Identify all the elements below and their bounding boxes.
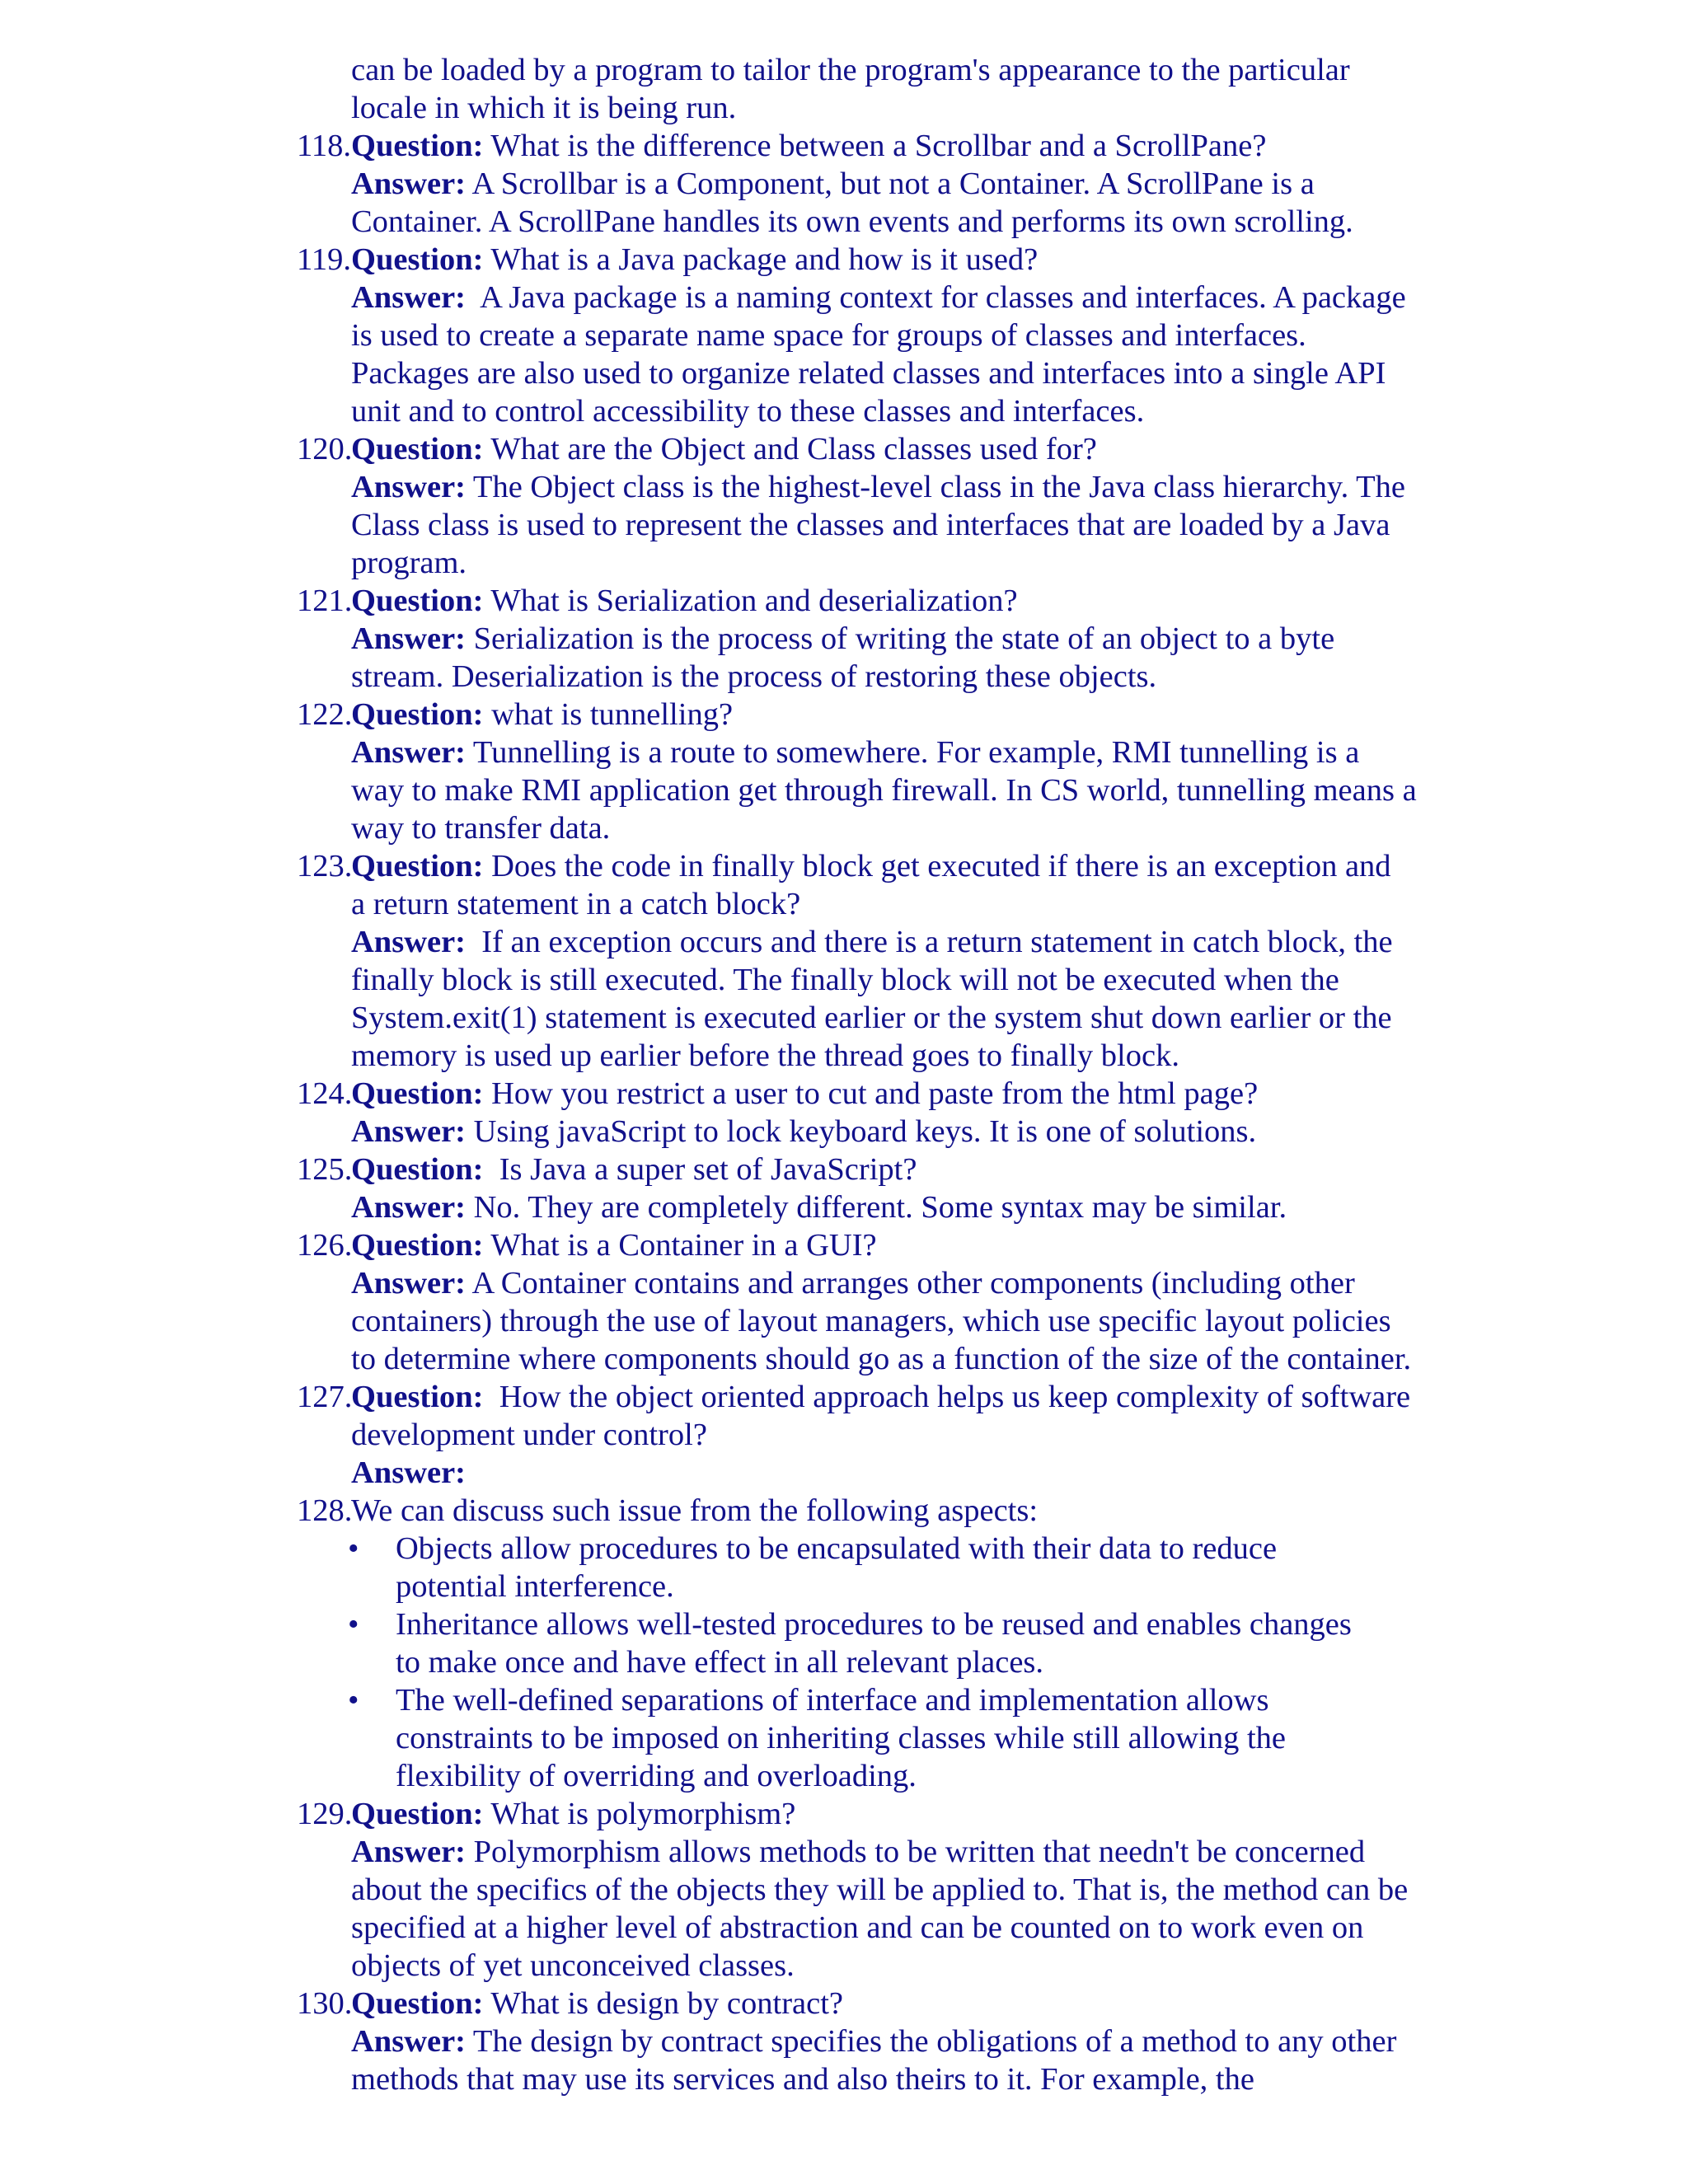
answer-label: Answer:	[351, 621, 466, 656]
item-number: 128.	[297, 1493, 353, 1528]
question-label: Question:	[351, 242, 484, 277]
qa-item-129	[297, 1795, 1459, 1985]
answer-text: way to make RMI application get through firewall. In CS world, tunnelling means a	[351, 773, 1417, 808]
item-number: 127.	[297, 1380, 353, 1414]
answer-line	[351, 1113, 1459, 1151]
answer-text: to determine where components should go as a function of the size of the container.	[351, 1342, 1412, 1376]
bullet-text: The well-defined separations of interface and implementation allows	[396, 1683, 1269, 1718]
bullet-item	[348, 1681, 1459, 1795]
question-text: How you restrict a user to cut and paste from the html page?	[483, 1076, 1259, 1111]
answer-line	[351, 1833, 1459, 1871]
question-text: what is tunnelling?	[483, 697, 734, 732]
list-intro-text: We can discuss such issue from the following aspects:	[351, 1493, 1039, 1528]
bullet-item	[348, 1530, 1459, 1605]
item-number: 125.	[297, 1152, 353, 1187]
answer-text: containers) through the use of layout managers, which use specific layout policies	[351, 1304, 1391, 1338]
answer-text: memory is used up earlier before the thread goes to finally block.	[351, 1038, 1179, 1073]
answer-text: Packages are also used to organize related classes and interfaces into a single API	[351, 356, 1386, 391]
answer-label: Answer:	[351, 1266, 466, 1301]
qa-content	[297, 51, 1459, 2098]
qa-item-121	[297, 582, 1459, 696]
answer-line	[351, 468, 1459, 506]
qa-item-130	[297, 1985, 1459, 2098]
item-number: 123.	[297, 849, 353, 883]
bullet-icon: •	[348, 1683, 359, 1718]
bullet-text: potential interference.	[396, 1569, 674, 1604]
bullet-icon: •	[348, 1531, 359, 1566]
question-line	[351, 1075, 1459, 1113]
answer-text: A Java package is a naming context for classes and interfaces. A package	[466, 280, 1406, 315]
answer-label: Answer:	[351, 166, 466, 201]
answer-line	[351, 1188, 1459, 1226]
answer-label: Answer:	[351, 735, 466, 770]
question-text: Is Java a super set of JavaScript?	[483, 1152, 917, 1187]
answer-text: unit and to control accessibility to these classes and interfaces.	[351, 394, 1145, 429]
answer-text: The design by contract specifies the obligations of a method to any other	[466, 2024, 1397, 2059]
answer-line	[351, 2022, 1459, 2060]
question-label: Question:	[351, 1986, 484, 2021]
bullet-text: to make once and have effect in all relevant places.	[396, 1645, 1044, 1680]
answer-text: stream. Deserialization is the process of restoring these objects.	[351, 659, 1157, 694]
answer-text: If an exception occurs and there is a return statement in catch block, the	[466, 925, 1393, 959]
question-label: Question:	[351, 583, 484, 618]
bullet-text: Objects allow procedures to be encapsulated with their data to reduce	[396, 1531, 1278, 1566]
answer-line	[351, 165, 1459, 203]
qa-item-119	[297, 241, 1459, 430]
question-line	[351, 1378, 1459, 1416]
question-label: Question:	[351, 432, 484, 466]
answer-text: Container. A ScrollPane handles its own events and performs its own scrolling.	[351, 204, 1353, 239]
question-line	[351, 1151, 1459, 1188]
item-number: 130.	[297, 1986, 353, 2021]
answer-text: program.	[351, 546, 467, 580]
answer-line	[351, 1264, 1459, 1302]
item-number: 122.	[297, 697, 353, 732]
qa-item-123	[297, 847, 1459, 1075]
question-text: What is Serialization and deserialization?	[483, 583, 1018, 618]
answer-label: Answer:	[351, 280, 466, 315]
item-number: 126.	[297, 1228, 353, 1263]
answer-label: Answer:	[351, 470, 466, 504]
qa-item-124	[297, 1075, 1459, 1151]
item-number: 121.	[297, 583, 353, 618]
qa-item-127	[297, 1378, 1459, 1492]
item-number: 118.	[297, 129, 351, 163]
question-label: Question:	[351, 697, 484, 732]
question-text: What are the Object and Class classes used for?	[483, 432, 1097, 466]
question-text: Does the code in finally block get executed if there is an exception and	[483, 849, 1391, 883]
question-label: Question:	[351, 1797, 484, 1831]
question-line	[351, 696, 1459, 733]
bullet-icon: •	[348, 1607, 359, 1642]
bullet-item	[348, 1605, 1459, 1681]
question-label: Question:	[351, 1228, 484, 1263]
answer-text: objects of yet unconceived classes.	[351, 1948, 795, 1983]
question-line	[351, 847, 1459, 885]
answer-text: about the specifics of the objects they will be applied to. That is, the method can be	[351, 1872, 1409, 1907]
question-text: development under control?	[351, 1418, 707, 1452]
item-number: 120.	[297, 432, 353, 466]
answer-label: Answer:	[351, 1190, 466, 1225]
answer-line	[351, 923, 1459, 961]
qa-item-126	[297, 1226, 1459, 1378]
question-line	[351, 241, 1459, 279]
item-number: 119.	[297, 242, 351, 277]
answer-text: Using javaScript to lock keyboard keys. It is one of solutions.	[466, 1114, 1257, 1149]
intro-line: can be loaded by a program to tailor the program's appearance to the particular	[351, 53, 1350, 87]
answer-label: Answer:	[351, 925, 466, 959]
answer-label: Answer:	[351, 1835, 466, 1869]
answer-text: A Scrollbar is a Component, but not a Container. A ScrollPane is a	[466, 166, 1315, 201]
question-label: Question:	[351, 1152, 484, 1187]
item-number: 124.	[297, 1076, 353, 1111]
question-label: Question:	[351, 1076, 484, 1111]
question-label: Question:	[351, 849, 484, 883]
qa-item-125	[297, 1151, 1459, 1226]
item-number: 129.	[297, 1797, 353, 1831]
qa-item-120	[297, 430, 1459, 582]
answer-text: way to transfer data.	[351, 811, 611, 846]
answer-text: is used to create a separate name space for groups of classes and interfaces.	[351, 318, 1306, 353]
answer-text: Polymorphism allows methods to be written that needn't be concerned	[466, 1835, 1366, 1869]
question-line	[351, 582, 1459, 620]
question-text: What is polymorphism?	[483, 1797, 796, 1831]
question-text: What is a Container in a GUI?	[483, 1228, 877, 1263]
qa-item-118	[297, 127, 1459, 241]
question-text: a return statement in a catch block?	[351, 887, 801, 921]
question-line	[351, 127, 1459, 165]
answer-label: Answer:	[351, 1455, 466, 1490]
bullet-text: flexibility of overriding and overloading.	[396, 1759, 917, 1793]
qa-item-122	[297, 696, 1459, 847]
answer-text: The Object class is the highest-level class in the Java class hierarchy. The	[466, 470, 1406, 504]
answer-label: Answer:	[351, 1114, 466, 1149]
answer-text: A Container contains and arranges other components (including other	[466, 1266, 1355, 1301]
answer-label: Answer:	[351, 2024, 466, 2059]
answer-text: methods that may use its services and also theirs to it. For example, the	[351, 2062, 1254, 2097]
answer-text: finally block is still executed. The finally block will not be executed when the	[351, 963, 1339, 997]
bullet-text: Inheritance allows well-tested procedures to be reused and enables changes	[396, 1607, 1352, 1642]
bullet-text: constraints to be imposed on inheriting classes while still allowing the	[396, 1721, 1286, 1755]
question-text: What is design by contract?	[483, 1986, 844, 2021]
answer-line	[351, 620, 1459, 658]
answer-text: specified at a higher level of abstraction and can be counted on to work even on	[351, 1910, 1364, 1945]
question-line	[351, 430, 1459, 468]
question-label: Question:	[351, 129, 484, 163]
question-text: What is a Java package and how is it used?	[483, 242, 1039, 277]
answer-line	[351, 733, 1459, 771]
question-label: Question:	[351, 1380, 484, 1414]
intro-line: locale in which it is being run.	[351, 91, 737, 125]
list-item-128	[297, 1492, 1459, 1530]
answer-text: Tunnelling is a route to somewhere. For example, RMI tunnelling is a	[466, 735, 1360, 770]
question-line	[351, 1226, 1459, 1264]
aspects-bullet-list	[297, 1530, 1459, 1795]
answer-line	[351, 279, 1459, 316]
question-text: What is the difference between a Scrollbar and a ScrollPane?	[483, 129, 1267, 163]
answer-text: System.exit(1) statement is executed earlier or the system shut down earlier or the	[351, 1001, 1392, 1035]
answer-text: Serialization is the process of writing the state of an object to a byte	[466, 621, 1335, 656]
answer-text: No. They are completely different. Some syntax may be similar.	[466, 1190, 1287, 1225]
question-line	[351, 1985, 1459, 2022]
intro-continuation	[297, 51, 1459, 127]
question-line	[351, 1795, 1459, 1833]
question-text: How the object oriented approach helps us keep complexity of software	[483, 1380, 1411, 1414]
answer-text: Class class is used to represent the classes and interfaces that are loaded by a Java	[351, 508, 1390, 542]
